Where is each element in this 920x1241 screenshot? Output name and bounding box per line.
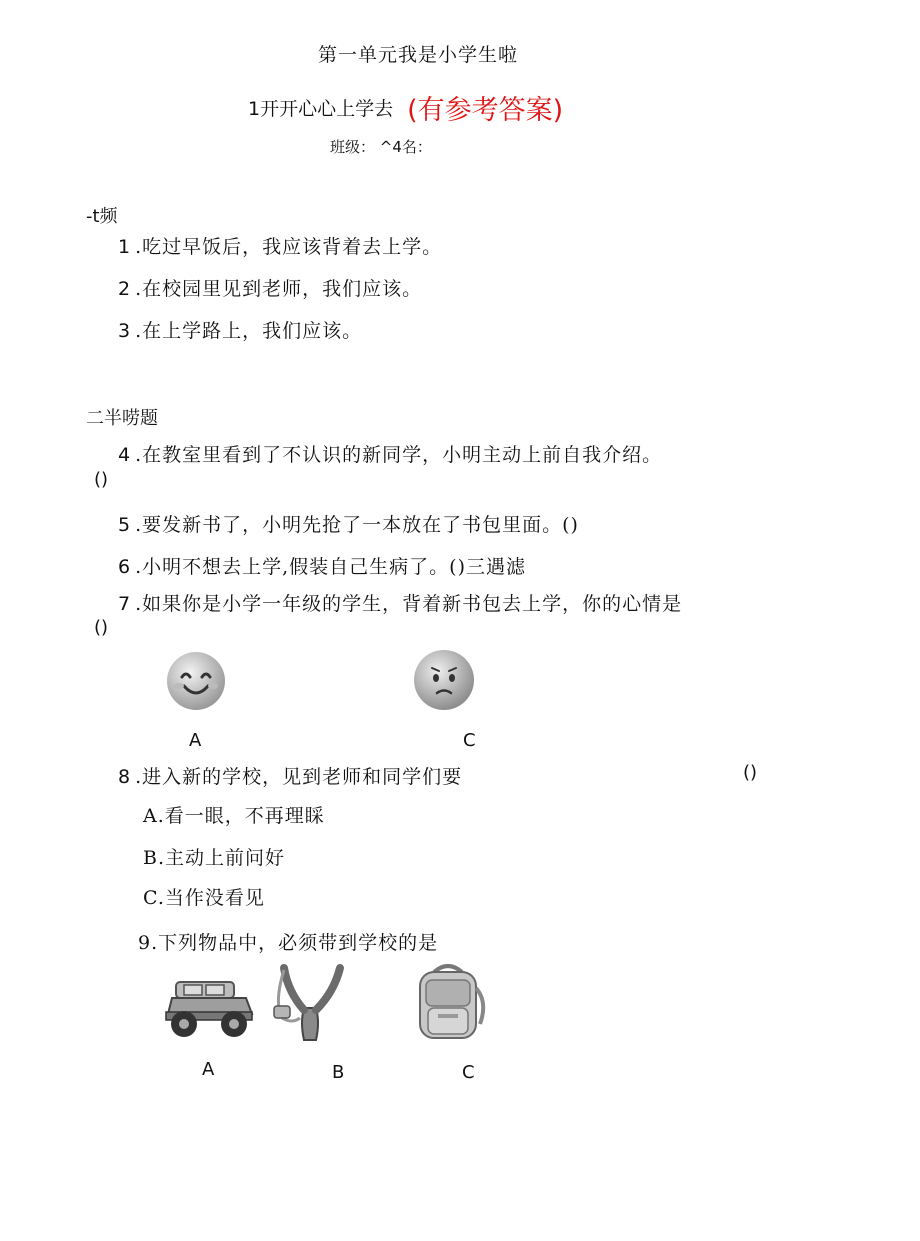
- sad-face-icon[interactable]: [412, 648, 476, 712]
- question-9: 9.下列物品中，必须带到学校的是: [138, 932, 439, 954]
- happy-face-icon[interactable]: [165, 650, 227, 712]
- page-title: 第一单元我是小学生啦: [318, 44, 519, 66]
- subtitle-row: [248, 88, 563, 127]
- option-label-a: A: [189, 730, 202, 751]
- option-label-c: C: [463, 730, 476, 751]
- q9-option-label-c: C: [462, 1062, 475, 1083]
- slingshot-icon[interactable]: [270, 962, 350, 1042]
- toy-car-icon[interactable]: [162, 972, 256, 1042]
- q8-option-c[interactable]: C.当作没看见: [143, 887, 265, 909]
- question-7: 7 .如果你是小学一年级的学生，背着新书包去上学，你的心情是: [118, 593, 683, 615]
- section-heading-2: 二半唠题: [86, 408, 158, 429]
- question-8: 8 .进入新的学校，见到老师和同学们要: [118, 766, 463, 788]
- question-3: 3 .在上学路上，我们应该。: [118, 320, 363, 342]
- question-1: 1 .吃过早饭后，我应该背着去上学。: [118, 236, 443, 258]
- answer-blank-7[interactable]: (): [94, 617, 109, 638]
- section-heading-1: -t频: [86, 206, 118, 227]
- answer-tag: (有参考答案): [407, 95, 564, 126]
- q8-option-b[interactable]: B.主动上前问好: [143, 847, 286, 869]
- answer-blank-8[interactable]: (): [743, 762, 758, 783]
- question-2: 2 .在校园里见到老师，我们应该。: [118, 278, 423, 300]
- answer-blank-4[interactable]: (): [94, 469, 109, 490]
- question-5: 5 .要发新书了，小明先抢了一本放在了书包里面。(): [118, 514, 579, 536]
- backpack-icon[interactable]: [408, 962, 490, 1042]
- lesson-title: 1开开心心上学去: [248, 98, 394, 120]
- q8-option-a[interactable]: A.看一眼，不再理睬: [143, 805, 325, 827]
- question-6: 6 .小明不想去上学,假装自己生病了。()三遇滤: [118, 556, 526, 578]
- q9-option-label-a: A: [202, 1059, 215, 1080]
- class-name-line: 班级： ^4名：: [330, 138, 432, 156]
- q9-option-label-b: B: [332, 1062, 345, 1083]
- question-4: 4 .在教室里看到了不认识的新同学，小明主动上前自我介绍。: [118, 444, 663, 466]
